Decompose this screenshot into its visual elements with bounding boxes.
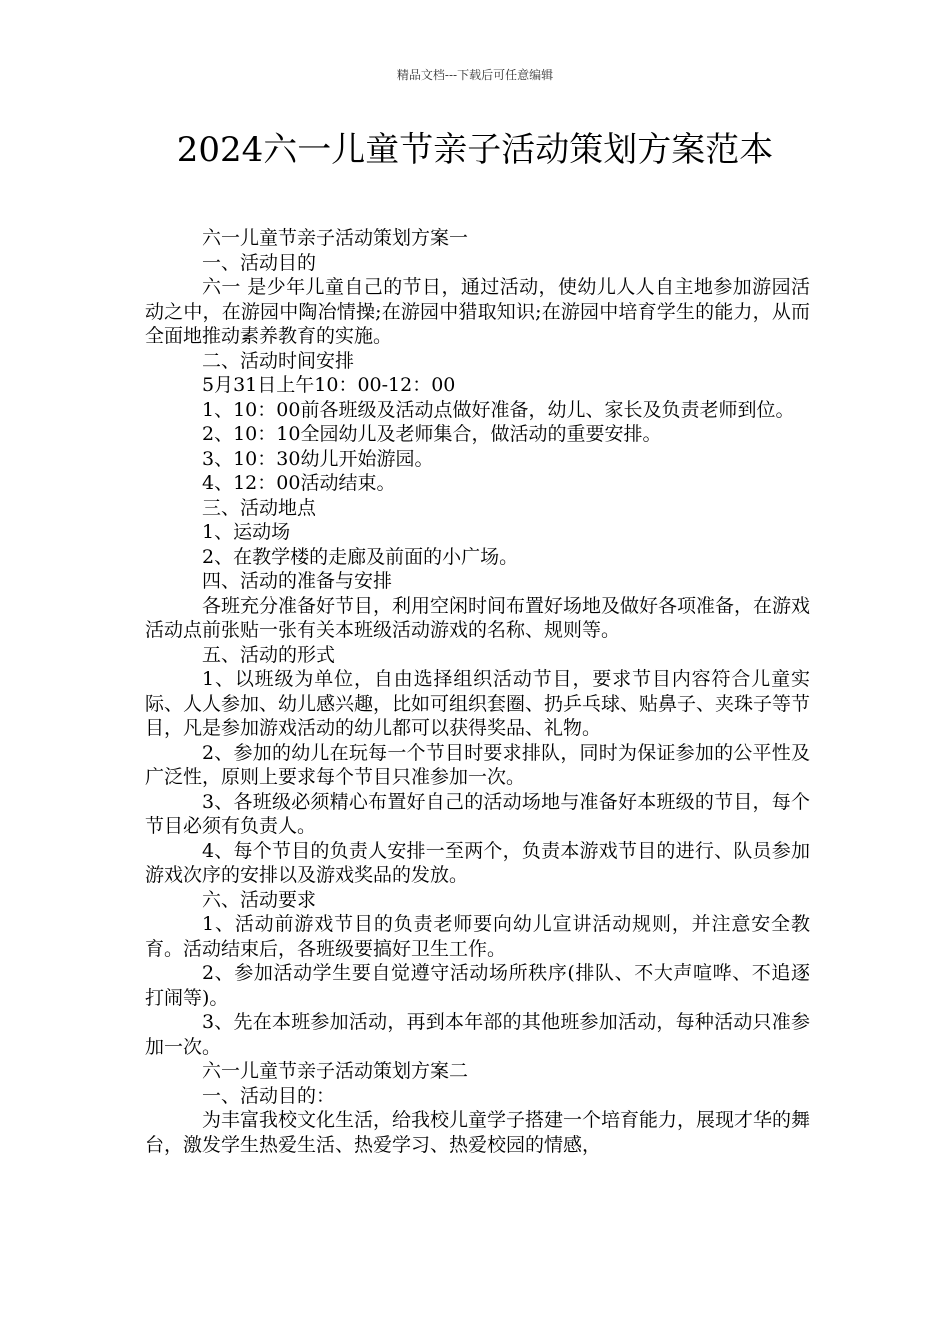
paragraph: 4、每个节目的负责人安排一至两个，负责本游戏节目的进行、队员参加游戏次序的安排以及游戏奖品的发放。 [145, 839, 810, 886]
paragraph: 1、运动场 [202, 521, 291, 543]
paragraph: 一、活动目的 [202, 251, 317, 274]
paragraph: 3、各班级必须精心布置好自己的活动场地与准备好本班级的节目，每个节目必须有负责人。 [145, 790, 810, 837]
paragraph: 4、12：00活动结束。 [202, 472, 396, 494]
paragraph: 3、10：30幼儿开始游园。 [202, 447, 434, 470]
paragraph: 各班充分准备好节目，利用空闲时间布置好场地及做好各项准备，在游戏活动点前张贴一张有关本班级活动游戏的名称、规则等。 [145, 594, 811, 641]
paragraph: 1、活动前游戏节目的负责老师要向幼儿宣讲活动规则，并注意安全教育。活动结束后，各班级要搞好卫生工作。 [145, 913, 810, 960]
paragraph: 五、活动的形式 [202, 643, 336, 666]
document-body [145, 226, 810, 1157]
paragraph: 一、活动目的： [202, 1084, 336, 1107]
page-title: 2024六一儿童节亲子活动策划方案范本 [176, 130, 774, 170]
paragraph: 四、活动的准备与安排 [202, 570, 393, 592]
paragraph: 六一 是少年儿童自己的节日，通过活动，使幼儿人人自主地参加游园活动之中，在游园中陶冶情操;在游园中猎取知识;在游园中培育学生的能力，从而全面地推动素养教育的实施。 [145, 276, 810, 347]
paragraph: 2、参加活动学生要自觉遵守活动场所秩序(排队、不大声喧哗、不追逐打闹等)。 [145, 962, 810, 1009]
paragraph: 5月31日上午10：00-12：00 [202, 374, 456, 396]
paragraph: 1、10：00前各班级及活动点做好准备，幼儿、家长及负责老师到位。 [202, 398, 795, 421]
paragraph: 为丰富我校文化生活，给我校儿童学子搭建一个培育能力，展现才华的舞台，激发学生热爱生活、热爱学习、热爱校园的情感， [145, 1109, 811, 1156]
paragraph: 六一儿童节亲子活动策划方案二 [202, 1060, 469, 1082]
page-header: 精品文档---下载后可任意编辑 [396, 68, 554, 82]
paragraph: 2、在教学楼的走廊及前面的小广场。 [202, 545, 519, 568]
paragraph: 1、以班级为单位，自由选择组织活动节目，要求节目内容符合儿童实际、人人参加、幼儿感兴趣，比如可组织套圈、扔乒乓球、贴鼻子、夹珠子等节目，凡是参加游戏活动的幼儿都可以获得奖品、礼物。 [145, 668, 811, 739]
paragraph: 3、先在本班参加活动，再到本年部的其他班参加活动，每种活动只准参加一次。 [145, 1011, 810, 1058]
paragraph: 二、活动时间安排 [202, 349, 355, 372]
paragraph: 2、10：10全园幼儿及老师集合，做活动的重要安排。 [202, 423, 662, 445]
paragraph: 六、活动要求 [202, 888, 317, 911]
paragraph: 2、参加的幼儿在玩每一个节目时要求排队，同时为保证参加的公平性及广泛性，原则上要求每个节目只准参加一次。 [145, 741, 810, 788]
paragraph: 六一儿童节亲子活动策划方案一 [202, 227, 469, 249]
paragraph: 三、活动地点 [202, 496, 317, 519]
